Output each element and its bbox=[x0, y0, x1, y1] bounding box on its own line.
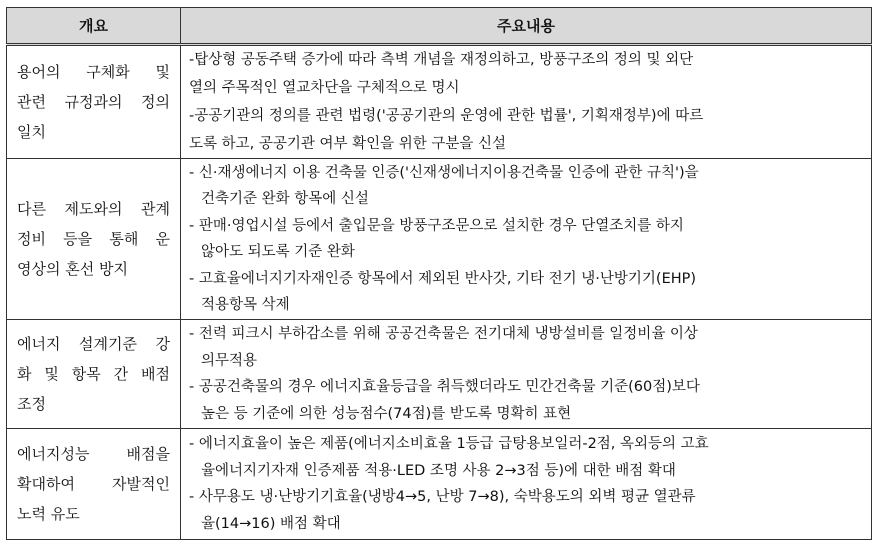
row-summary bbox=[7, 320, 181, 429]
header-row bbox=[7, 8, 872, 45]
table-row bbox=[7, 45, 872, 159]
row-content bbox=[181, 320, 872, 429]
table-row bbox=[7, 320, 872, 429]
summary-line: 조정 bbox=[17, 395, 46, 413]
summary-line: 관련 규정과의 정의 bbox=[17, 93, 170, 111]
content-item bbox=[189, 102, 865, 158]
row-summary bbox=[7, 429, 181, 540]
content-line: 건축기준 완화 항목에 신설 bbox=[201, 191, 369, 207]
table-row bbox=[7, 429, 872, 540]
row-content bbox=[181, 159, 872, 320]
content-line: - 신·재생에너지 이용 건축물 인증('신재생에너지이용건축물 인증에 관한 규칙')을 bbox=[189, 164, 699, 181]
content-item bbox=[189, 484, 865, 537]
content-line: - 전력 피크시 부하감소를 위해 공공건축물은 전기대체 냉방설비를 일정비율 이상 bbox=[189, 326, 698, 342]
row-summary bbox=[7, 45, 181, 159]
content-item bbox=[189, 160, 865, 213]
content-line: - 에너지효율이 높은 제품(에너지소비효율 1등급 급탕용보일러-2점, 옥외등의 고효 bbox=[189, 436, 709, 452]
content-item bbox=[189, 431, 865, 484]
summary-line: 다른 제도와의 관계 bbox=[17, 200, 170, 218]
content-line: 의무적용 bbox=[201, 352, 258, 369]
summary-line: 노력 유도 bbox=[17, 505, 80, 523]
summary-line: 에너지 설계기준 강 bbox=[17, 335, 170, 353]
content-line: 열의 주목적인 열교차단을 구체적으로 명시 bbox=[189, 80, 460, 96]
summary-line: 용어의 구체화 및 bbox=[17, 63, 170, 81]
content-line: -공공기관의 정의를 관련 법령('공공기관의 운영에 관한 법률', 기획재정부)에 따르 bbox=[189, 108, 704, 124]
content-line: 율에너지기자재 인증제품 적용·LED 조명 사용 2→3점 등)에 대한 배점 확대 bbox=[201, 462, 676, 479]
summary-line: 영상의 혼선 방지 bbox=[17, 260, 128, 278]
summary-line: 화 및 항목 간 배점 bbox=[17, 365, 170, 383]
content-item bbox=[189, 46, 865, 102]
content-item bbox=[189, 213, 865, 266]
summary-line: 확대하여 자발적인 bbox=[17, 475, 170, 493]
content-line: - 공공건축물의 경우 에너지효율등급을 취득했더라도 민간건축물 기준(60점)보다 bbox=[189, 379, 700, 395]
content-line: - 고효율에너지기자재인증 항목에서 제외된 반사갓, 기타 전기 냉·난방기기(EHP) bbox=[189, 270, 697, 287]
content-line: 율(14→16) 배점 확대 bbox=[201, 515, 341, 532]
content-item bbox=[189, 374, 865, 427]
content-item bbox=[189, 321, 865, 374]
content-line: - 판매·영업시설 등에서 출입문을 방풍구조문으로 설치한 경우 단열조치를 하지 bbox=[189, 217, 684, 234]
row-content bbox=[181, 429, 872, 540]
row-content bbox=[181, 45, 872, 159]
content-line: 않아도 되도록 기준 완화 bbox=[201, 244, 355, 260]
row-summary bbox=[7, 159, 181, 320]
content-line: 적용항목 삭제 bbox=[201, 297, 290, 313]
summary-line: 일치 bbox=[17, 123, 46, 141]
content-line: - 사무용도 냉·난방기기효율(냉방4→5, 난방 7→8), 숙박용도의 외벽 평균 열관류 bbox=[189, 489, 696, 505]
content-table bbox=[6, 7, 872, 540]
header-main-content: 주요내용 bbox=[181, 8, 872, 45]
content-line: -탑상형 공동주택 증가에 따라 측벽 개념을 재정의하고, 방풍구조의 정의 및 외단 bbox=[189, 52, 694, 68]
summary-line: 에너지성능 배점을 bbox=[17, 445, 170, 463]
content-line: 높은 등 기준에 의한 성능점수(74점)를 받도록 명확히 표현 bbox=[201, 405, 572, 422]
header-overview: 개요 bbox=[7, 8, 181, 45]
summary-line: 정비 등을 통해 운 bbox=[17, 230, 170, 248]
content-line: 도록 하고, 공공기관 여부 확인을 위한 구분을 신설 bbox=[189, 136, 507, 152]
content-item bbox=[189, 266, 865, 319]
table-row bbox=[7, 159, 872, 320]
